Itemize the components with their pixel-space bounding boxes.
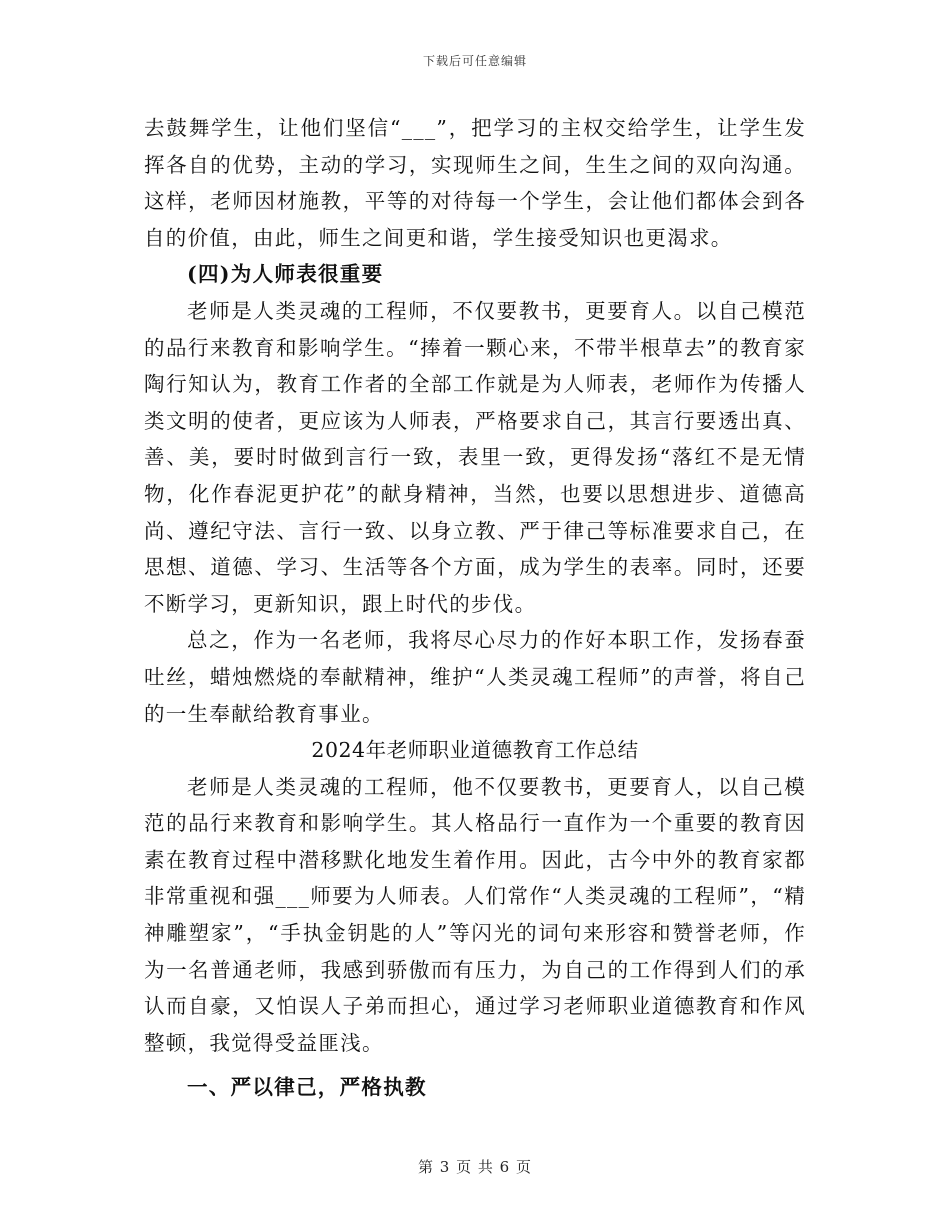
- paragraph-conclusion: 总之，作为一名老师，我将尽心尽力的作好本职工作，发扬春蚕吐丝，蜡烛燃烧的奉献精神，维护“人类灵魂工程师”的声誉，将自己的一生奉献给教育事业。: [144, 628, 806, 726]
- paragraph-role-model: 老师是人类灵魂的工程师，不仅要教书，更要育人。以自己模范的品行来教育和影响学生。“捧着一颗心来，不带半根草去”的教育家陶行知认为，教育工作者的全部工作就是为人师表，老师作为传播人类文明的使者，更应该为人师表，严格要求自己，其言行要透出真、善、美，要时时做到言行一致，表里一致，更得发扬“落红不是无情物，化作春泥更护花”的献身精神，当然，也要以思想进步、道德高尚、遵纪守法、言行一致、以身立教、严于律己等标准要求自己，在思想、道德、学习、生活等各个方面，成为学生的表率。同时，还要不断学习，更新知识，跟上时代的步伐。: [144, 298, 806, 616]
- section-heading-4: (四)为人师表很重要: [187, 262, 384, 287]
- section-heading-1: 一、严以律己，严格执教: [187, 1075, 427, 1100]
- document-title: 2024年老师职业道德教育工作总结: [311, 738, 639, 763]
- header-note: 下载后可任意编辑: [422, 54, 527, 68]
- document-body: [144, 110, 806, 1106]
- paragraph-introduction: 老师是人类灵魂的工程师，他不仅要教书，更要育人，以自己模范的品行来教育和影响学生。其人格品行一直作为一个重要的教育因素在教育过程中潜移默化地发生着作用。因此，古今中外的教育家都非常重视和强___师要为人师表。人们常作“人类灵魂的工程师”，“精神雕塑家”，“手执金钥匙的人”等闪光的词句来形容和赞誉老师，作为一名普通老师，我感到骄傲而有压力，为自己的工作得到人们的承认而自豪，又怕误人子弟而担心，通过学习老师职业道德教育和作风整顿，我觉得受益匪浅。: [144, 774, 806, 1055]
- page-number: 第 3 页 共 6 页: [418, 1158, 532, 1176]
- paragraph-continuation: 去鼓舞学生，让他们坚信“___”，把学习的主权交给学生，让学生发挥各自的优势，主动的学习，实现师生之间，生生之间的双向沟通。这样，老师因材施教，平等的对待每一个学生，会让他们都体会到各自的价值，由此，师生之间更和谐，学生接受知识也更渴求。: [144, 116, 806, 250]
